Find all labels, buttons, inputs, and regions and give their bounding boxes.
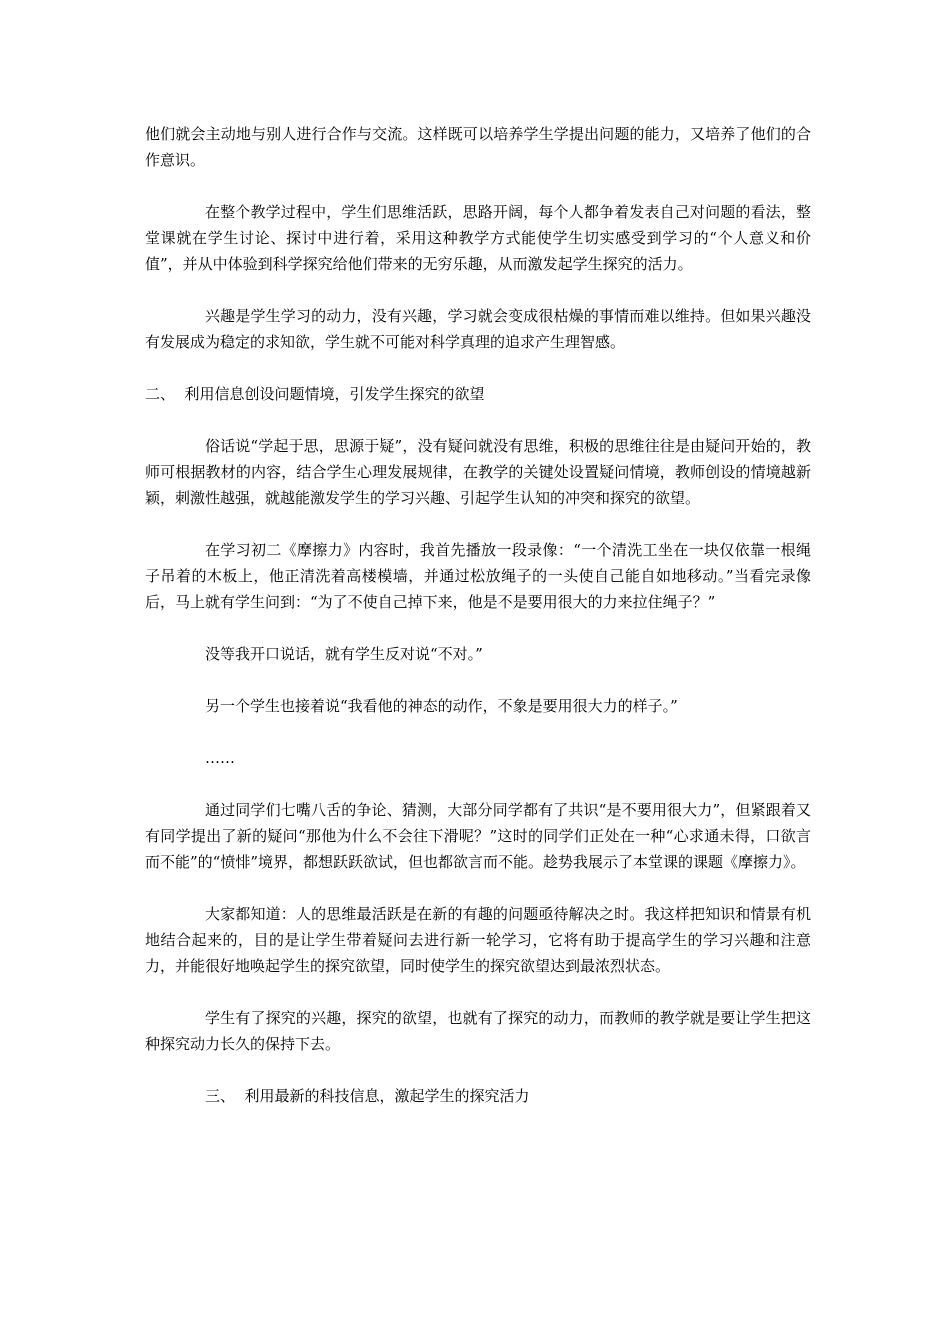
paragraph-friction-video: 在学习初二《摩擦力》内容时，我首先播放一段录像：“一个清洗工坐在一块仅依靠一根绳子吊着的木板上，他正清洗着高楼模墙，并通过松放绳子的一头使自己能自如地移动。”当看完录像后，马上就有学生问到：“为了不使自己掉下来，他是不是要用很大的力来拉住绳子？” — [145, 541, 811, 611]
section-heading-3: 三、 利用最新的科技信息，激起学生的探究活力 — [205, 1087, 530, 1105]
paragraph-another-student: 另一个学生也接着说“我看他的神态的动作，不象是要用很大力的样子。” — [205, 697, 678, 715]
paragraph-continuation: 他们就会主动地与别人进行合作与交流。这样既可以培养学生学提出问题的能力，又培养了他们的合作意识。 — [145, 125, 811, 169]
paragraph-interest: 兴趣是学生学习的动力，没有兴趣，学习就会变成很枯燥的事情而难以维持。但如果兴趣没有发展成为稳定的求知欲，学生就不可能对科学真理的追求产生理智感。 — [145, 307, 811, 351]
paragraph-student-objection: 没等我开口说话，就有学生反对说“不对。” — [205, 645, 483, 663]
paragraph-ellipsis: …… — [205, 749, 235, 767]
section-heading-2: 二、 利用信息创设问题情境，引发学生探究的欲望 — [145, 385, 485, 403]
paragraph-motivation: 学生有了探究的兴趣，探究的欲望，也就有了探究的动力，而教师的教学就是要让学生把这种探究动力长久的保持下去。 — [145, 1009, 811, 1053]
document-page — [145, 121, 811, 1109]
paragraph-discussion: 通过同学们七嘴八舌的争论、猜测，大部分同学都有了共识“是不要用很大力”，但紧跟着又有同学提出了新的疑问“那他为什么不会往下滑呢？”这时的同学们正处在一种“心求通未得，口欲言而不能”的“愤悱”境界，都想跃跃欲试，但也都欲言而不能。趁势我展示了本堂课的课题《摩擦力》。 — [145, 801, 811, 871]
paragraph-teaching-process: 在整个教学过程中，学生们思维活跃，思路开阔，每个人都争着发表自己对问题的看法，整堂课就在学生讨论、探讨中进行着，采用这种教学方式能使学生切实感受到学习的“个人意义和价值”，并从中体验到科学探究给他们带来的无穷乐趣，从而激发起学生探究的活力。 — [145, 203, 811, 273]
paragraph-proverb: 俗话说“学起于思，思源于疑”，没有疑问就没有思维，积极的思维往往是由疑问开始的，教师可根据教材的内容，结合学生心理发展规律，在教学的关键处设置疑问情境，教师创设的情境越新颖，刺激性越强，就越能激发学生的学习兴趣、引起学生认知的冲突和探究的欲望。 — [145, 437, 811, 507]
paragraph-everyone-knows: 大家都知道：人的思维最活跃是在新的有趣的问题亟待解决之时。我这样把知识和情景有机地结合起来的，目的是让学生带着疑问去进行新一轮学习，它将有助于提高学生的学习兴趣和注意力，并能很好地唤起学生的探究欲望，同时使学生的探究欲望达到最浓烈状态。 — [145, 905, 811, 975]
